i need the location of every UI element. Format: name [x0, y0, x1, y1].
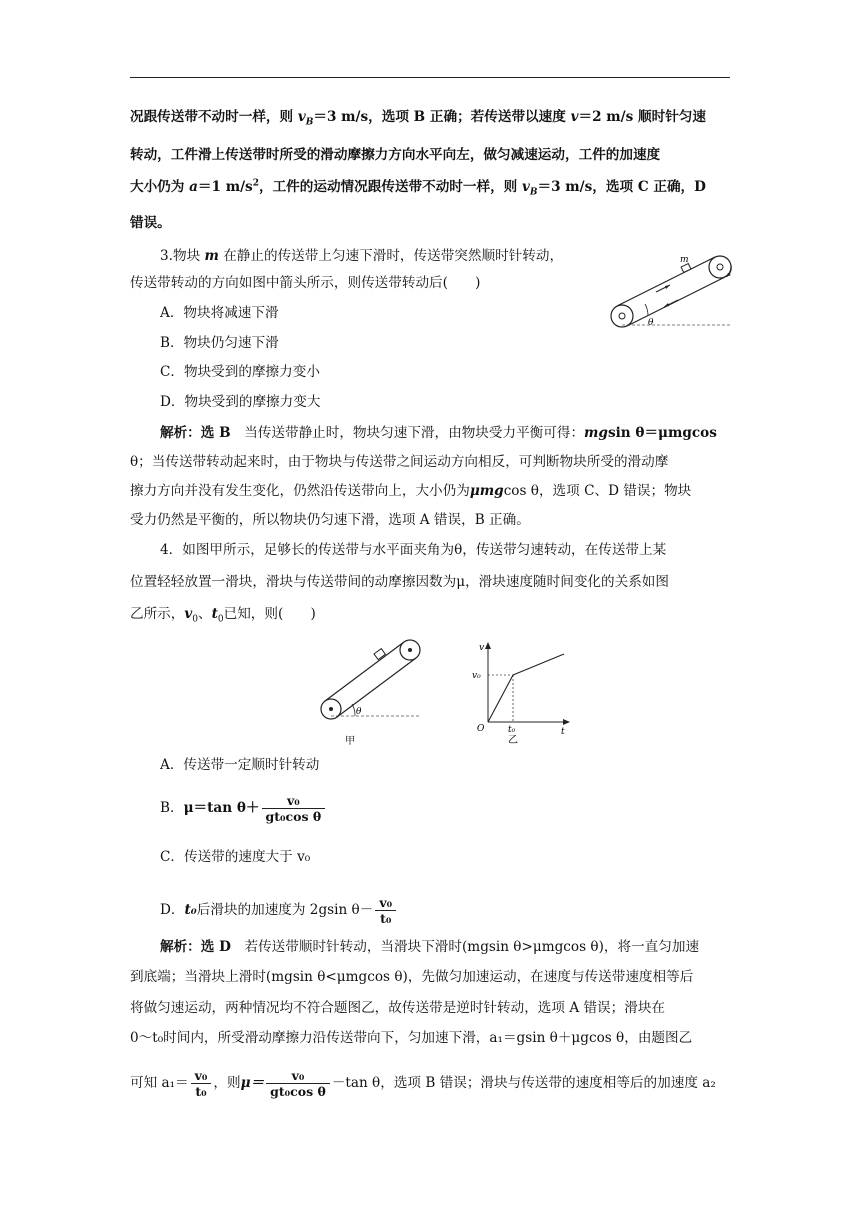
q3-option-c: C．物块受到的摩擦力变小 — [160, 364, 320, 380]
q3-stem-line1: 3.物块 m 在静止的传送带上匀速下滑时，传送带突然顺时针转动， — [160, 248, 564, 264]
q3-conveyor-figure — [600, 245, 750, 335]
q3-option-a: A．物块将减速下滑 — [160, 305, 279, 321]
q3-solution-line2: θ；当传送带转动起来时，由于物块与传送带之间运动方向相反，可判断物块所受的滑动摩 — [130, 454, 669, 470]
q4-option-c: C．传送带的速度大于 v₀ — [160, 849, 311, 865]
q4-solution-line4: 0～t₀时间内，所受滑动摩擦力沿传送带向下，匀加速下滑，a₁＝gsin θ＋μgcos θ，由题图乙 — [130, 1030, 693, 1046]
q4-figure-jia — [315, 632, 455, 747]
q4-jia-caption: 甲 — [345, 736, 355, 747]
q4-yi-caption: 乙 — [508, 735, 518, 745]
q4-solution-fraction-1: $\frac{\text{v₀}}{\text{t₀}}$ — [191, 1068, 212, 1099]
header-rule — [130, 77, 730, 78]
q4-yi-v-axis-label: v — [479, 643, 485, 653]
q4-yi-origin-label: O — [477, 724, 485, 734]
q4-stem-line2: 位置轻轻放置一滑块，滑块与传送带间的动摩擦因数为μ，滑块速度随时间变化的关系如图 — [130, 574, 669, 590]
q4-stem-line1: 4．如图甲所示，足够长的传送带与水平面夹角为θ，传送带匀速转动，在传送带上某 — [160, 542, 667, 558]
para1-line1: 况跟传送带不动时一样，则 $v_B=3$ m/s，选项 B 正确；若传送带以速度 v＝2 m/s 顺时针匀速 — [130, 109, 706, 128]
q4-option-d: D．t₀后滑块的加速度为 2gsin θ－ $\frac{\text{v₀}}{\text{t₀}}$ — [160, 895, 398, 926]
q4-stem-line3: 乙所示，$v_0$、$t_0$已知，则( ) — [130, 606, 316, 625]
q4-option-d-fraction: $\frac{\text{v₀}}{\text{t₀}}$ — [375, 895, 396, 926]
para1-line3: 大小仍为 a＝1 $m/s^2$，工件的运动情况跟传送带不动时一样，则 $v_B=3$ m/s，选项 C 正确，D — [130, 178, 706, 198]
q3-figure-theta-label: θ — [648, 318, 654, 328]
q4-yi-t0-label: t₀ — [508, 725, 516, 735]
q3-option-b: B．物块仍匀速下滑 — [160, 335, 279, 351]
q4-solution-line2: 到底端；当滑块上滑时(mgsin θ<μmgcos θ)，先做匀加速运动，在速度与传送带速度相等后 — [130, 969, 694, 985]
q4-solution-fraction-2: $\frac{\text{v₀}}{\text{gt₀cos θ}}$ — [266, 1068, 330, 1099]
q4-solution-line1: 解析：选 D 若传送带顺时针转动，当滑块下滑时(mgsin θ>μmgcos θ)，将一直匀加速 — [160, 939, 700, 955]
q4-option-b: B．μ＝tan θ＋ $\frac{\text{v₀}}{\text{gt₀cos θ}}$ — [160, 793, 327, 824]
para1-line4: 错误。 — [130, 215, 171, 231]
q3-figure-m-label: m — [680, 255, 689, 265]
q3-option-d: D．物块受到的摩擦力变大 — [160, 394, 321, 410]
q4-figure-yi — [470, 640, 580, 745]
q3-solution-line3: 擦力方向并没有发生变化，仍然沿传送带向上，大小仍为μmgcos θ，选项 C、D 错误；物块 — [130, 483, 692, 499]
q4-yi-v0-label: v₀ — [472, 671, 481, 681]
q4-solution-line5: 可知 a₁＝ $\frac{\text{v₀}}{\text{t₀}}$ ，则μ＝ $\frac{\text{v₀}}{\text{gt₀cos θ}}$ －tan θ，选项 B 错误；滑块与传送带的速度相等后的加速度 a₂ — [130, 1068, 716, 1099]
q4-option-b-fraction: $\frac{\text{v₀}}{\text{gt₀cos θ}}$ — [262, 793, 326, 824]
q3-solution-line4: 受力仍然是平衡的，所以物块仍匀速下滑，选项 A 错误，B 正确。 — [130, 512, 530, 528]
q4-option-a: A．传送带一定顺时针转动 — [160, 757, 320, 773]
q3-solution-line1: 解析：选 B 当传送带静止时，物块匀速下滑，由物块受力平衡可得：mgsin θ＝μmgcos — [160, 425, 717, 441]
q3-stem-line2: 传送带转动的方向如图中箭头所示，则传送带转动后( ) — [130, 275, 481, 291]
q4-yi-t-axis-label: t — [561, 727, 565, 737]
para1-line2: 转动，工件滑上传送带时所受的滑动摩擦力方向水平向左，做匀减速运动，工件的加速度 — [130, 147, 661, 163]
q4-jia-theta-label: θ — [356, 707, 362, 717]
q4-solution-line3: 将做匀速运动，两种情况均不符合题图乙，故传送带是逆时针转动，选项 A 错误；滑块在 — [130, 1000, 666, 1016]
